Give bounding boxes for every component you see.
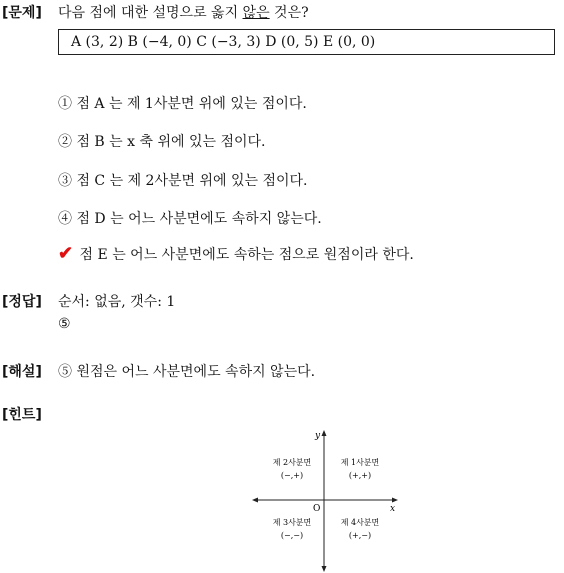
option-marker: ④ xyxy=(58,211,72,227)
points-list: A (3, 2) B (−4, 0) C (−3, 3) D (0, 5) E (0, 0) xyxy=(71,34,376,50)
option-marker: ③ xyxy=(58,173,72,189)
question-underlined: 않은 xyxy=(242,5,270,21)
option-text: 점 B 는 x 축 위에 있는 점이다. xyxy=(76,134,266,150)
option-marker: ① xyxy=(58,96,72,112)
answer-line-1: 순서: 없음, 갯수: 1 xyxy=(58,294,176,310)
x-axis-arrow-left xyxy=(252,498,258,503)
q2-name: 제 2사분면 xyxy=(272,458,312,467)
y-axis-label: y xyxy=(315,431,321,441)
q3-sign: (−,−) xyxy=(280,531,304,540)
q4-sign: (+,−) xyxy=(348,531,372,540)
x-axis-label: x xyxy=(390,504,396,514)
q1-name: 제 1사분면 xyxy=(340,458,380,467)
answer-line-2: ⑤ xyxy=(58,316,71,332)
option-text: 점 D 는 어느 사분면에도 속하지 않는다. xyxy=(76,211,322,227)
q4-name: 제 4사분면 xyxy=(340,518,380,527)
problem-tag: [문제] xyxy=(2,5,42,21)
y-axis-arrow-down xyxy=(322,566,327,572)
origin-label: O xyxy=(313,504,321,514)
question-pre: 다음 점에 대한 설명으로 옳지 xyxy=(58,5,243,21)
y-axis-arrow-up xyxy=(322,430,327,436)
option-marker: ② xyxy=(58,134,72,150)
option-text: 점 C 는 제 2사분면 위에 있는 점이다. xyxy=(76,173,308,189)
q3-name: 제 3사분면 xyxy=(272,518,312,527)
q1-sign: (+,+) xyxy=(348,471,372,480)
x-axis-arrow-right xyxy=(392,498,398,503)
checkmark-icon: ✔ xyxy=(58,243,74,264)
option-text: 점 E 는 어느 사분면에도 속하는 점으로 원점이라 한다. xyxy=(79,247,414,263)
option-text: 점 A 는 제 1사분면 위에 있는 점이다. xyxy=(76,96,307,112)
answer-tag: [정답] xyxy=(2,294,42,310)
hint-tag: [힌트] xyxy=(2,407,42,423)
question-post: 것은? xyxy=(269,5,309,21)
explanation-tag: [해설] xyxy=(2,364,42,380)
q2-sign: (−,+) xyxy=(280,471,304,480)
explanation-text: ⑤ 원점은 어느 사분면에도 속하지 않는다. xyxy=(58,364,316,380)
